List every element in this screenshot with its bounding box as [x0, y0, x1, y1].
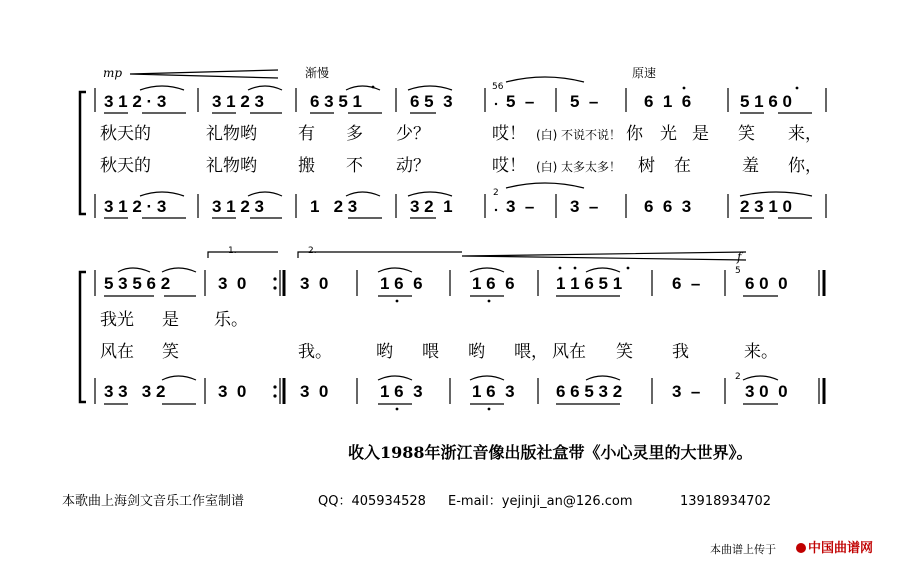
source-note: 收入1988年浙江音像出版社盒带《小心灵里的大世界》。 — [348, 443, 753, 462]
notes-s2-top-m8: 6 0 0 — [745, 274, 788, 293]
notes-s2-top-m5: 1 6 6 — [472, 274, 515, 293]
notes-s2-top-m7: 6 – — [672, 274, 701, 293]
lyric-s1-l2-w1: 秋天的 — [100, 156, 151, 176]
lyric-s2-l2-w6: 哟 — [468, 342, 485, 362]
lyric-s2-l2-w2: 笑 — [162, 342, 179, 362]
notes-s1-top-m2: 3 1 2 3 — [212, 92, 264, 111]
lyric-s2-l2-w10: 我 — [672, 342, 689, 362]
notes-s1-top-m7: 6 1 6 — [644, 92, 692, 111]
volta-2: 2. — [308, 246, 317, 256]
breath-mark-4: 2 — [735, 372, 741, 382]
lyric-s2-l2-w7: 喂， — [514, 342, 548, 362]
notes-s1-top-m8: 5 1 6 0 — [740, 92, 792, 111]
notes-s1-top-m4: 6 5 3 — [410, 92, 453, 111]
lyric-s2-l2-w8: 风在 — [552, 342, 586, 362]
footer-phone: 13918934702 — [680, 494, 771, 509]
notes-s1-bottom-m2: 3 1 2 3 — [212, 197, 264, 216]
notes-s1-top-m3: 6 3 5 1 — [310, 92, 362, 111]
lyric-s1-l1-w8: 你 — [626, 124, 643, 144]
lyric-s2-l2-w4: 哟 — [376, 342, 393, 362]
tempo-a-tempo: 原速 — [632, 66, 657, 80]
notes-s1-top-m6: 5 – — [570, 92, 599, 111]
dynamic-mp: mp — [103, 66, 123, 80]
notes-s2-bottom-m7: 3 – — [672, 382, 701, 401]
notes-s1-bottom-m6: 3 – — [570, 197, 599, 216]
lyric-s1-l2-w9: 在 — [674, 156, 691, 176]
lyric-s1-l2-w8: 树 — [638, 156, 655, 176]
lyric-s1-l2-w7: 太多太多！ — [561, 160, 622, 174]
watermark-logo — [796, 542, 873, 556]
notes-s1-top-m5: 5 – — [506, 92, 535, 111]
breath-mark-3: 5 — [735, 266, 741, 276]
notes-s1-bottom-m8: 2 3 1 0 — [740, 197, 792, 216]
lyric-s2-l1-w3: 乐。 — [214, 310, 248, 330]
lyric-s1-l2-w3: 搬 — [298, 156, 315, 176]
notes-s2-top-m4: 1 6 6 — [380, 274, 423, 293]
lyric-s1-l1-w2: 礼物哟 — [206, 124, 257, 144]
lyric-s2-l1-w2: 是 — [162, 310, 179, 330]
tempo-ritardando: 渐慢 — [305, 66, 330, 80]
watermark-logo-text: 中国曲谱网 — [808, 541, 874, 556]
notes-s2-bottom-m4: 1 6 3 — [380, 382, 423, 401]
lyric-s1-l1-w3: 有 — [298, 124, 315, 144]
notes-s2-bottom-m2: 3 0 — [218, 382, 247, 401]
notes-s1-bottom-m1: 3 1 2 · 3 — [104, 197, 167, 216]
lyric-s1-l2-w5: 动？ — [396, 156, 430, 176]
notes-s2-top-m6: 1 1 6 5 1 — [556, 274, 623, 293]
footer-maker: 本歌曲上海剑文音乐工作室制谱 — [62, 494, 245, 509]
notes-s2-top-m3: 3 0 — [300, 274, 329, 293]
lyric-s1-l1-w12: 来， — [788, 124, 822, 144]
notes-s2-bottom-m3: 3 0 — [300, 382, 329, 401]
lyric-s1-l1-w4: 多 — [346, 124, 363, 144]
lyric-s1-l2-w11: 你， — [788, 156, 822, 176]
notes-s2-bottom-m6: 6 6 5 3 2 — [556, 382, 623, 401]
notes-s2-bottom-m5: 1 6 3 — [472, 382, 515, 401]
lyric-s1-l1-spoken: (白) — [536, 128, 558, 142]
dynamic-f: f — [737, 250, 742, 264]
watermark-text: 本曲谱上传于 — [710, 543, 776, 556]
lyric-s2-l2-w3: 我。 — [298, 342, 332, 362]
notes-s1-bottom-m7: 6 6 3 — [644, 197, 692, 216]
lyric-s1-l1-w7: 不说不说！ — [561, 128, 622, 142]
lyric-s1-l2-spoken: (白) — [536, 160, 558, 174]
lyric-s1-l1-w6: 哎！ — [492, 124, 526, 144]
logo-icon — [796, 543, 806, 553]
lyric-s1-l2-w10: 羞 — [742, 156, 759, 176]
volta-1: 1. — [228, 246, 237, 256]
notes-s2-bottom-m1: 3 3 3 2 — [104, 382, 166, 401]
lyric-s1-l1-w9: 光 — [660, 124, 677, 144]
notes-s1-top-m1: 3 1 2 · 3 — [104, 92, 167, 111]
footer-email: E-mail：yejinji_an@126.com — [448, 494, 633, 509]
notes-s2-bottom-m8: 3 0 0 — [745, 382, 788, 401]
lyric-s2-l1-w1: 我光 — [100, 310, 134, 330]
notes-s2-top-m1: 5 3 5 6 2 — [104, 274, 171, 293]
footer-qq: QQ：405934528 — [318, 494, 426, 509]
notes-s1-bottom-m4: 3 2 1 — [410, 197, 453, 216]
lyric-s1-l1-w10: 是 — [692, 124, 709, 144]
lyric-s2-l2-w9: 笑 — [616, 342, 633, 362]
breath-mark-2: 2 — [493, 188, 499, 198]
lyric-s2-l2-w5: 喂 — [422, 342, 439, 362]
lyric-s2-l2-w11: 来。 — [744, 342, 778, 362]
notes-s1-bottom-m3: 1 2 3 — [310, 197, 358, 216]
notes-s1-bottom-m5: 3 – — [506, 197, 535, 216]
lyric-s1-l1-w5: 少？ — [396, 124, 430, 144]
notes-s2-top-m2: 3 0 — [218, 274, 247, 293]
breath-mark-1: 56 — [492, 82, 504, 92]
lyric-s1-l1-w11: 笑 — [738, 124, 755, 144]
lyric-s1-l2-w4: 不 — [346, 156, 363, 176]
lyric-s2-l2-w1: 风在 — [100, 342, 134, 362]
lyric-s1-l2-w6: 哎！ — [492, 156, 526, 176]
lyric-s1-l1-w1: 秋天的 — [100, 124, 151, 144]
lyric-s1-l2-w2: 礼物哟 — [206, 156, 257, 176]
